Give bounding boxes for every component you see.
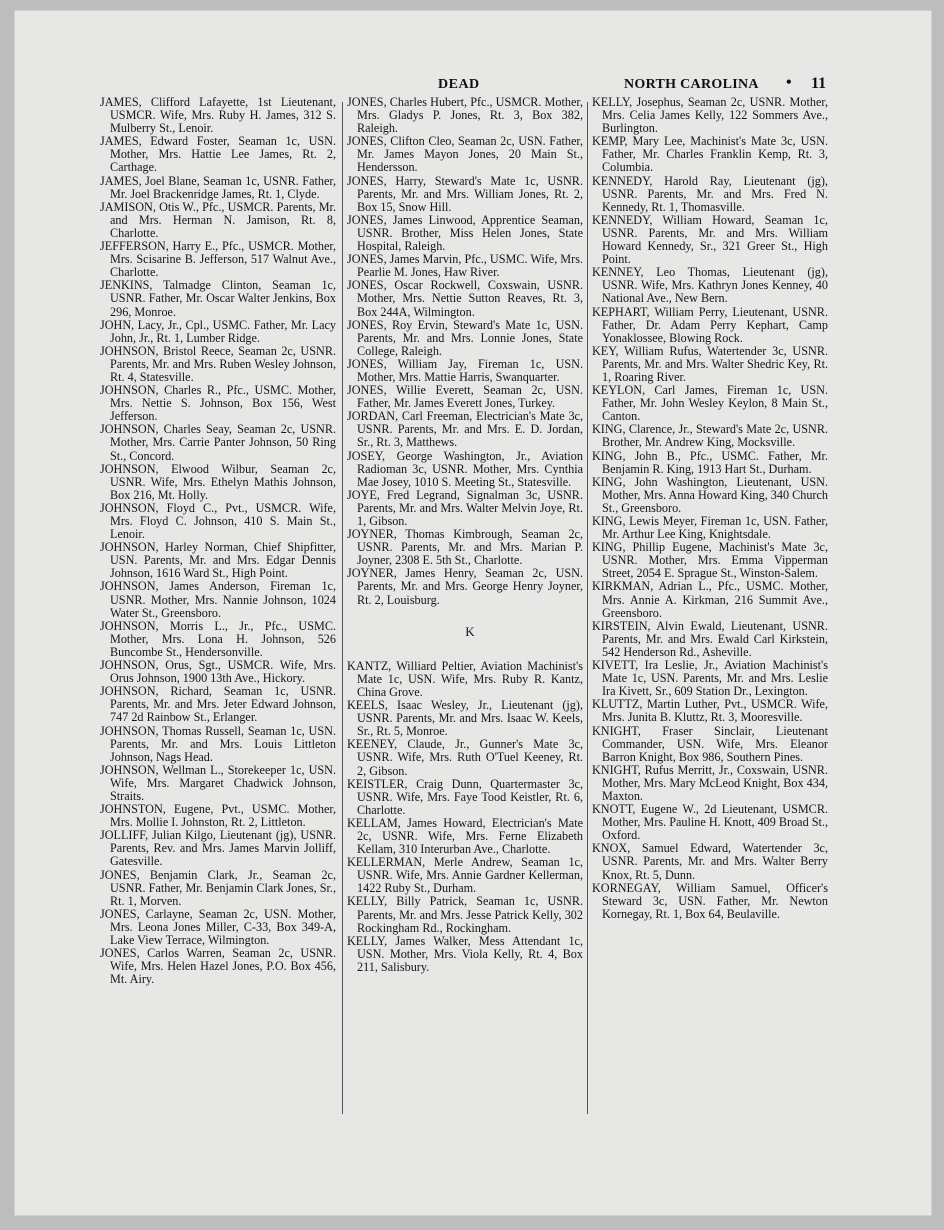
list-item: KING, Lewis Meyer, Fireman 1c, USN. Father, Mr. Arthur Lee King, Knightsdale. — [592, 514, 828, 542]
list-item: JONES, Benjamin Clark, Jr., Seaman 2c, USNR. Father, Mr. Benjamin Clark Jones, Sr., Rt. 1, Morven. — [100, 867, 336, 908]
list-item: JOHNSON, Charles R., Pfc., USMC. Mother, Mrs. Nettie S. Johnson, Box 156, West Jefferson. — [100, 383, 336, 424]
list-item: KELLY, Josephus, Seaman 2c, USNR. Mother, Mrs. Celia James Kelly, 122 Sommers Ave., Burlington. — [592, 95, 828, 136]
list-item: JOHNSON, Orus, Sgt., USMCR. Wife, Mrs. Orus Johnson, 1900 13th Ave., Hickory. — [100, 658, 336, 686]
list-item: JOYNER, Thomas Kimbrough, Seaman 2c, USNR. Parents, Mr. and Mrs. Marian P. Joyner, 2308 E. 5th St., Charlotte. — [347, 527, 583, 568]
list-item: JOHN, Lacy, Jr., Cpl., USMC. Father, Mr. Lacy John, Jr., Rt. 1, Lumber Ridge. — [100, 317, 336, 345]
list-item: JONES, Carlos Warren, Seaman 2c, USNR. Wife, Mrs. Helen Hazel Jones, P.O. Box 456, Mt. Airy. — [100, 946, 336, 987]
list-item: KLUTTZ, Martin Luther, Pvt., USMCR. Wife, Mrs. Junita B. Kluttz, Rt. 3, Mooresville. — [592, 697, 828, 725]
list-item: JORDAN, Carl Freeman, Electrician's Mate 3c, USNR. Parents, Mr. and Mrs. E. D. Jordan, Sr., Rt. 3, Matthews. — [347, 409, 583, 450]
column-2-entries-after — [347, 660, 583, 974]
list-item: KELLY, Billy Patrick, Seaman 1c, USNR. Parents, Mr. and Mrs. Jesse Patrick Kelly, 302 Rockingham Rd., Rockingham. — [347, 894, 583, 935]
page-number: 11 — [811, 75, 827, 92]
list-item: KING, John B., Pfc., USMC. Father, Mr. Benjamin R. King, 1913 Hart St., Durham. — [592, 448, 828, 476]
list-item: JONES, Oscar Rockwell, Coxswain, USNR. Mother, Mrs. Nettie Sutton Reaves, Rt. 3, Box 244A, Wilmington. — [347, 278, 583, 319]
list-item: KEELS, Isaac Wesley, Jr., Lieutenant (jg), USNR. Parents, Mr. and Mrs. Isaac W. Keels, Sr., Rt. 5, Monroe. — [347, 698, 583, 739]
list-item: KING, John Washington, Lieutenant, USN. Mother, Mrs. Anna Howard King, 340 Church St., Greensboro. — [592, 474, 828, 515]
list-item: JONES, Harry, Steward's Mate 1c, USNR. Parents, Mr. and Mrs. William Jones, Rt. 2, Box 15, Snow Hill. — [347, 173, 583, 214]
list-item: JOHNSON, Bristol Reece, Seaman 2c, USNR. Parents, Mr. and Mrs. Ruben Wesley Johnson, Rt. 4, Statesville. — [100, 343, 336, 384]
list-item: JOYNER, James Henry, Seaman 2c, USN. Parents, Mr. and Mrs. George Henry Joyner, Rt. 2, Louisburg. — [347, 566, 583, 607]
header-bullet: • — [786, 74, 792, 91]
column-2-entries — [347, 96, 583, 607]
list-item: JOSEY, George Washington, Jr., Aviation Radioman 3c, USNR. Mother, Mrs. Cynthia Mae Josey, 1010 S. Meeting St., Statesville. — [347, 448, 583, 489]
column-1 — [100, 96, 336, 986]
list-item: JOLLIFF, Julian Kilgo, Lieutenant (jg), USNR. Parents, Rev. and Mrs. James Marvin Jolliff, Gatesville. — [100, 828, 336, 869]
document-page — [14, 10, 932, 1216]
list-item: JAMES, Joel Blane, Seaman 1c, USNR. Father, Mr. Joel Brackenridge James, Rt. 1, Clyde. — [100, 173, 336, 201]
list-item: KEYLON, Carl James, Fireman 1c, USN. Father, Mr. John Wesley Keylon, 8 Main St., Canton. — [592, 383, 828, 424]
list-item: KEY, William Rufus, Watertender 3c, USNR. Parents, Mr. and Mrs. Walter Shedric Key, Rt. 1, Roaring River. — [592, 343, 828, 384]
list-item: JOYE, Fred Legrand, Signalman 3c, USNR. Parents, Mr. and Mrs. Walter Melvin Joye, Rt. 1, Gibson. — [347, 487, 583, 528]
list-item: JONES, Carlayne, Seaman 2c, USN. Mother, Mrs. Leona Jones Miller, C-33, Box 349-A, Lake View Terrace, Wilmington. — [100, 906, 336, 947]
list-item: JAMES, Edward Foster, Seaman 1c, USN. Mother, Mrs. Hattie Lee James, Rt. 2, Carthage. — [100, 134, 336, 175]
list-item: KNOTT, Eugene W., 2d Lieutenant, USMCR. Mother, Mrs. Pauline H. Knott, 409 Broad St., Oxford. — [592, 802, 828, 843]
list-item: JOHNSON, James Anderson, Fireman 1c, USNR. Mother, Mrs. Nannie Johnson, 1024 Water St., Greensboro. — [100, 579, 336, 620]
list-item: JEFFERSON, Harry E., Pfc., USMCR. Mother, Mrs. Scisarine B. Jefferson, 517 Walnut Ave., Charlotte. — [100, 239, 336, 280]
list-item: KNOX, Samuel Edward, Watertender 3c, USNR. Parents, Mr. and Mrs. Walter Berry Knox, Rt. 5, Dunn. — [592, 841, 828, 882]
column-divider — [587, 102, 588, 1114]
column-divider — [342, 102, 343, 1114]
list-item: KENNEDY, William Howard, Seaman 1c, USNR. Parents, Mr. and Mrs. William Howard Kennedy, Sr., 321 Greer St., High Point. — [592, 212, 828, 267]
list-item: JOHNSON, Wellman L., Storekeeper 1c, USN. Wife, Mrs. Margaret Chadwick Johnson, Straits. — [100, 762, 336, 803]
list-item: JENKINS, Talmadge Clinton, Seaman 1c, USNR. Father, Mr. Oscar Walter Jenkins, Box 296, Monroe. — [100, 278, 336, 319]
list-item: JONES, Roy Ervin, Steward's Mate 1c, USN. Parents, Mr. and Mrs. Lonnie Jones, State College, Raleigh. — [347, 317, 583, 358]
list-item: JOHNSTON, Eugene, Pvt., USMC. Mother, Mrs. Mollie I. Johnston, Rt. 2, Littleton. — [100, 802, 336, 830]
list-item: JONES, Willie Everett, Seaman 2c, USN. Father, Mr. James Everett Jones, Turkey. — [347, 383, 583, 411]
list-item: KING, Phillip Eugene, Machinist's Mate 3c, USNR. Mother, Mrs. Emma Vipperman Street, 2054 E. Sprague St., Winston-Salem. — [592, 540, 828, 581]
list-item: KEISTLER, Craig Dunn, Quartermaster 3c, USNR. Wife, Mrs. Faye Tood Keistler, Rt. 6, Charlotte. — [347, 776, 583, 817]
list-item: KNIGHT, Fraser Sinclair, Lieutenant Commander, USN. Wife, Mrs. Eleanor Barron Knight, Box 986, Southern Pines. — [592, 723, 828, 764]
list-item: JONES, William Jay, Fireman 1c, USN. Mother, Mrs. Mattie Harris, Swanquarter. — [347, 356, 583, 384]
page-header — [14, 73, 932, 97]
list-item: JOHNSON, Charles Seay, Seaman 2c, USNR. Mother, Mrs. Carrie Panter Johnson, 50 Ring St., Concord. — [100, 422, 336, 463]
list-item: JONES, James Marvin, Pfc., USMC. Wife, Mrs. Pearlie M. Jones, Haw River. — [347, 252, 583, 280]
list-item: JONES, Clifton Cleo, Seaman 2c, USN. Father, Mr. James Mayon Jones, 20 Main St., Hendersson. — [347, 134, 583, 175]
list-item: JOHNSON, Floyd C., Pvt., USMCR. Wife, Mrs. Floyd C. Johnson, 410 S. Main St., Lenoir. — [100, 500, 336, 542]
column-3 — [592, 96, 828, 921]
list-item: KANTZ, Williard Peltier, Aviation Machinist's Mate 1c, USN. Wife, Mrs. Ruby R. Kantz, China Grove. — [347, 658, 583, 699]
list-item: KIRKMAN, Adrian L., Pfc., USMC. Mother, Mrs. Annie A. Kirkman, 216 Summit Ave., Greensboro. — [592, 579, 828, 620]
list-item: KNIGHT, Rufus Merritt, Jr., Coxswain, USNR. Mother, Mrs. Mary McLeod Knight, Box 434, Maxton. — [592, 762, 828, 803]
list-item: KING, Clarence, Jr., Steward's Mate 2c, USNR. Brother, Mr. Andrew King, Mocksville. — [592, 422, 828, 450]
list-item: JOHNSON, Morris L., Jr., Pfc., USMC. Mother, Mrs. Lona H. Johnson, 526 Buncombe St., Hendersonville. — [100, 618, 336, 659]
list-item: KELLERMAN, Merle Andrew, Seaman 1c, USNR. Wife, Mrs. Annie Gardner Kellerman, 1422 Ruby St., Durham. — [347, 855, 583, 896]
list-item: JAMES, Clifford Lafayette, 1st Lieutenant, USMCR. Wife, Mrs. Ruby H. James, 312 S. Mulberry St., Lenoir. — [100, 95, 336, 136]
section-heading: DEAD — [438, 77, 480, 92]
list-item: KENNEDY, Harold Ray, Lieutenant (jg), USNR. Parents, Mr. and Mrs. Fred N. Kennedy, Rt. 1, Thomasville. — [592, 173, 828, 214]
list-item: JOHNSON, Elwood Wilbur, Seaman 2c, USNR. Wife, Mrs. Ethelyn Mathis Johnson, Box 216, Mt. Holly. — [100, 461, 336, 502]
list-item: KEENEY, Claude, Jr., Gunner's Mate 3c, USNR. Wife, Mrs. Ruth O'Tuel Keeney, Rt. 2, Gibson. — [347, 737, 583, 778]
list-item: KEMP, Mary Lee, Machinist's Mate 3c, USN. Father, Mr. Charles Franklin Kemp, Rt. 3, Columbia. — [592, 134, 828, 175]
section-letter: K — [465, 623, 475, 639]
list-item: JOHNSON, Harley Norman, Chief Shipfitter, USN. Parents, Mr. and Mrs. Edgar Dennis Johnson, 1616 Ward St., High Point. — [100, 540, 336, 581]
state-heading: NORTH CAROLINA — [624, 77, 759, 92]
column-2 — [347, 96, 583, 974]
list-item: KORNEGAY, William Samuel, Officer's Steward 3c, USN. Father, Mr. Newton Kornegay, Rt. 1, Box 64, Beulaville. — [592, 880, 828, 921]
list-item: KELLAM, James Howard, Electrician's Mate 2c, USNR. Wife, Mrs. Ferne Elizabeth Kellam, 310 Interurban Ave., Charlotte. — [347, 815, 583, 857]
list-item: JAMISON, Otis W., Pfc., USMCR. Parents, Mr. and Mrs. Herman N. Jamison, Rt. 8, Charlotte. — [100, 199, 336, 240]
list-item: KIVETT, Ira Leslie, Jr., Aviation Machinist's Mate 1c, USN. Parents, Mr. and Mrs. Leslie Ira Kivett, Sr., 609 Station Dr., Lexington. — [592, 658, 828, 699]
list-item: JONES, Charles Hubert, Pfc., USMCR. Mother, Mrs. Gladys P. Jones, Rt. 3, Box 382, Raleigh. — [347, 95, 583, 136]
list-item: JOHNSON, Richard, Seaman 1c, USNR. Parents, Mr. and Mrs. Jeter Edward Johnson, 747 2d Rainbow St., Erlanger. — [100, 684, 336, 725]
list-item: JOHNSON, Thomas Russell, Seaman 1c, USN. Parents, Mr. and Mrs. Louis Littleton Johnson, Nags Head. — [100, 723, 336, 764]
list-item: KENNEY, Leo Thomas, Lieutenant (jg), USNR. Wife, Mrs. Kathryn Jones Kenney, 40 National Ave., New Bern. — [592, 265, 828, 306]
list-item: KIRSTEIN, Alvin Ewald, Lieutenant, USNR. Parents, Mr. and Mrs. Ewald Carl Kirkstein, 542 Henderson Rd., Asheville. — [592, 618, 828, 659]
list-item: JONES, James Linwood, Apprentice Seaman, USNR. Brother, Miss Helen Jones, State Hospital, Raleigh. — [347, 212, 583, 254]
list-item: KEPHART, William Perry, Lieutenant, USNR. Father, Dr. Adam Perry Kephart, Camp Yonaklossee, Blowing Rock. — [592, 304, 828, 345]
list-item: KELLY, James Walker, Mess Attendant 1c, USN. Mother, Mrs. Viola Kelly, Rt. 4, Box 211, Salisbury. — [347, 933, 583, 974]
